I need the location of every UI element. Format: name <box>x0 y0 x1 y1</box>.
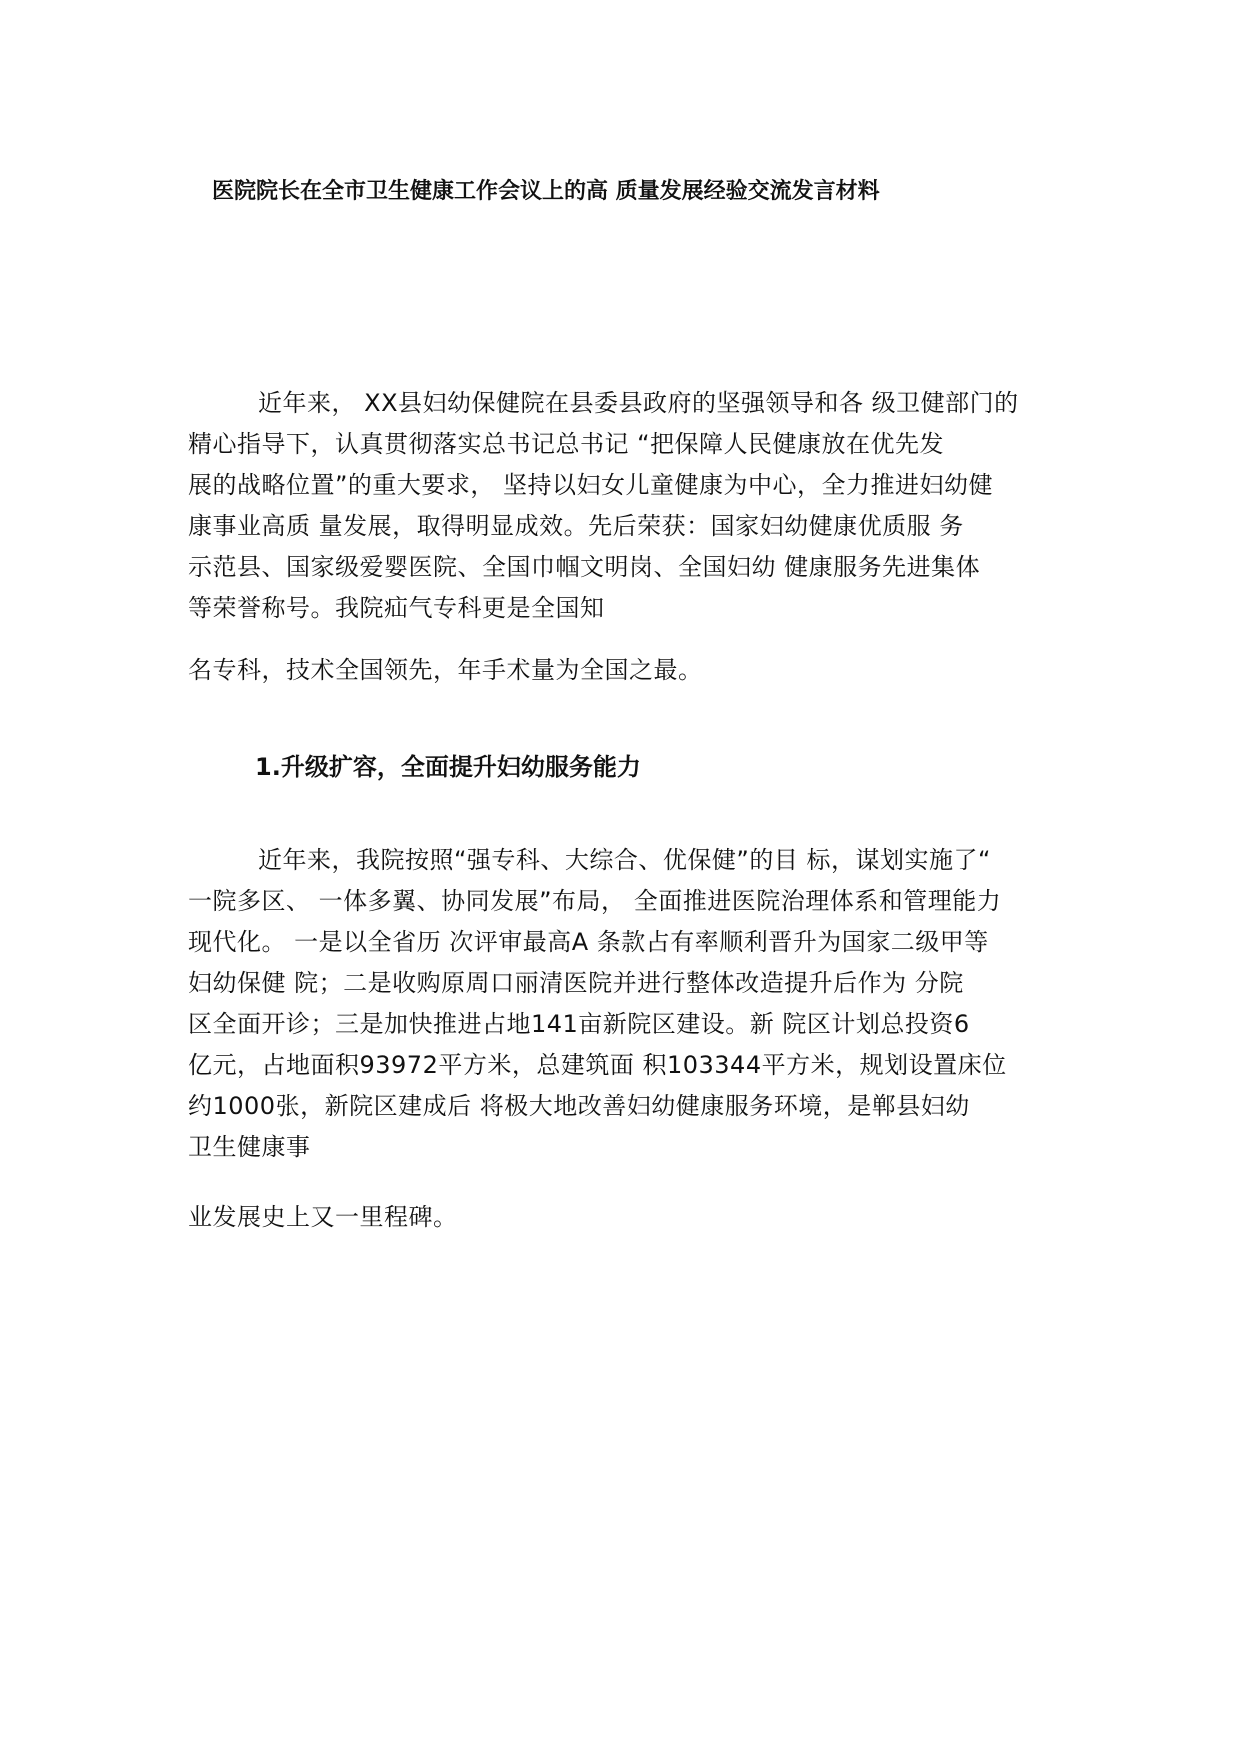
document-title: 医院院长在全市卫生健康工作会议上的高 质量发展经验交流发言材料 <box>212 179 880 204</box>
section-paragraph <box>188 840 1080 1168</box>
paragraph-line: 妇幼保健 院；二是收购原周口丽清医院并进行整体改造提升后作为 分院 <box>188 969 964 997</box>
paragraph-line: 精心指导下，认真贯彻落实总书记总书记 “把保障人民健康放在优先发 <box>188 430 945 458</box>
paragraph-line: 一院多区、 一体多翼、协同发展”布局， 全面推进医院治理体系和管理能力 <box>188 887 1002 915</box>
intro-paragraph <box>188 383 1080 629</box>
paragraph-line: 卫生健康事 <box>188 1133 311 1161</box>
paragraph-line: 展的战略位置”的重大要求， 坚持以妇女儿童健康为中心，全力推进妇幼健 <box>188 471 994 499</box>
paragraph-line: 现代化。 一是以全省历 次评审最高A 条款占有率顺利晋升为国家二级甲等 <box>188 928 989 956</box>
paragraph-line: 约1000张，新院区建成后 将极大地改善妇幼健康服务环境，是郸县妇幼 <box>188 1092 970 1120</box>
intro-paragraph-continuation <box>188 650 1080 691</box>
paragraph-line: 示范县、国家级爱婴医院、全国巾帼文明岗、全国妇幼 健康服务先进集体 <box>188 553 981 581</box>
paragraph-line: 名专科，技术全国领先，年手术量为全国之最。 <box>188 656 703 684</box>
paragraph-line: 近年来，我院按照“强专科、大综合、优保健”的目 标，谋划实施了“ <box>258 846 991 874</box>
paragraph-line: 康事业高质 量发展，取得明显成效。先后荣获：国家妇幼健康优质服 务 <box>188 512 964 540</box>
paragraph-line: 区全面开诊；三是加快推进占地141亩新院区建设。新 院区计划总投资6 <box>188 1010 970 1038</box>
section-heading: 1.升级扩容，全面提升妇幼服务能力 <box>255 753 641 781</box>
paragraph-line: 等荣誉称号。我院疝气专科更是全国知 <box>188 594 605 622</box>
paragraph-line: 业发展史上又一里程碑。 <box>188 1203 458 1231</box>
section-paragraph-continuation <box>188 1197 1080 1238</box>
paragraph-line: 近年来， XX县妇幼保健院在县委县政府的坚强领导和各 级卫健部门的 <box>258 389 1019 417</box>
paragraph-line: 亿元，占地面积93972平方米，总建筑面 积103344平方米，规划设置床位 <box>188 1051 1007 1079</box>
